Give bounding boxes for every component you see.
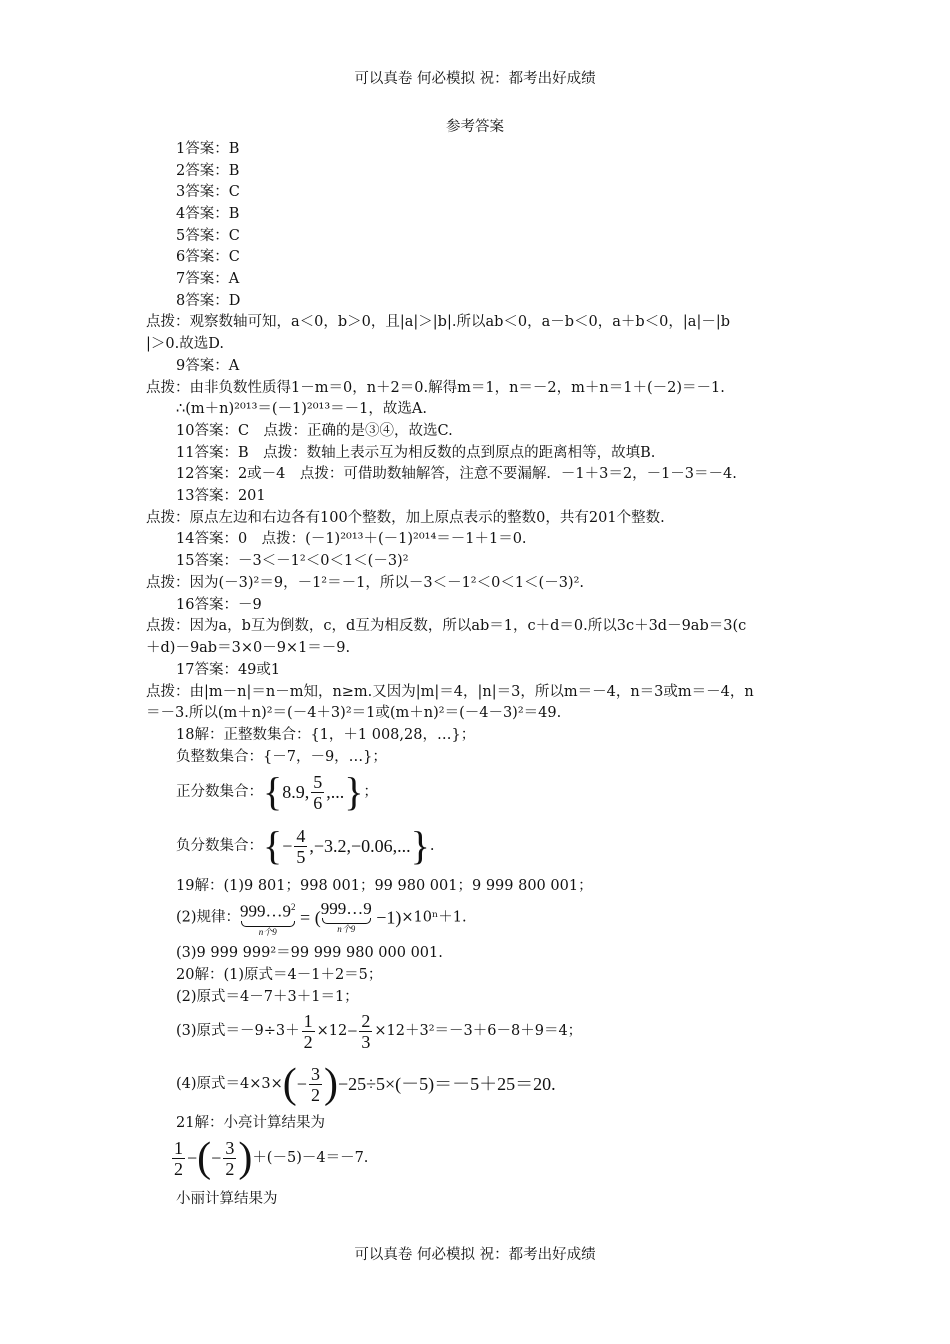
left-paren: ( [197,1135,212,1181]
set-term: ,... [326,782,345,802]
denominator: 5 [296,846,306,867]
repeated-nines: 999…9 [320,899,372,919]
answer-15: 15答案：－3＜－1²＜0＜1＜(－3)² [176,553,409,569]
numerator: 3 [225,1137,235,1158]
minus-sign: − [187,1148,198,1168]
answer-10: 10答案：C 点拨：正确的是③④，故选C. [176,423,453,439]
rule-rest: ×10ⁿ＋1. [401,909,467,926]
answer-18: 18解：正整数集合：{1，＋1 008,28，…}； [176,727,476,743]
answer-6: 6答案：C [176,249,240,265]
expr-end: −25÷5×(－5)＝－5＋25＝20. [337,1074,556,1094]
expr-start: (4)原式＝4×3× [176,1076,283,1092]
underbrace-label: n个9 [258,926,277,937]
numerator: 1 [174,1137,183,1158]
right-paren: ) [323,1061,338,1107]
answer-21: 21解：小亮计算结果为 [176,1115,325,1131]
hint-8-line1: 点拨：观察数轴可知，a＜0，b＞0，且|a|＞|b|.所以ab＜0，a－b＜0，a＋b＜0，|a|－|b [146,314,730,330]
section-title: 参考答案 [446,119,504,135]
set-label: 正分数集合： [176,784,263,800]
expr-end: ×12＋3²＝－3＋6－8＋9＝4； [374,1023,583,1039]
answer-11: 11答案：B 点拨：数轴上表示互为相反数的点到原点的距离相等，故填B. [176,445,656,461]
left-brace: { [263,823,283,868]
right-paren: ) [238,1135,253,1181]
answer-7: 7答案：A [176,271,240,287]
denominator: 2 [225,1158,235,1179]
hint-17-line1: 点拨：由|m－n|＝n－m知，n≥m.又因为|m|＝4，|n|＝3，所以m＝－4，n＝3或m＝－4，n [146,684,754,700]
hint-8-line2: |＞0.故选D. [146,336,224,352]
set-label: 负分数集合： [176,838,263,854]
underbrace-label: n个9 [337,924,356,935]
answer-18-negative-integers: 负整数集合：{－7，－9，…}； [176,749,387,765]
hint-13: 点拨：原点左边和右边各有100个整数，加上原点表示的整数0，共有201个整数. [146,510,665,526]
set-term: − [282,836,293,856]
minus-sign: − [296,1074,307,1094]
set-end: ； [363,784,378,800]
answer-20: 20解：(1)原式＝4－1＋2＝5； [176,967,383,983]
answer-18-positive-fractions [176,768,378,816]
answer-4: 4答案：B [176,206,240,222]
set-term: 8.9, [282,782,310,802]
set-term: ,−3.2,−0.06,... [309,836,411,856]
fraction [311,772,324,813]
fraction [172,1138,185,1179]
left-brace: { [263,769,283,814]
answer-20-part3 [176,1008,582,1054]
answer-12: 12答案：2或－4 点拨：可借助数轴解答，注意不要漏解．－1＋3＝2，－1－3＝－4. [176,466,737,482]
fraction [294,826,307,867]
answer-21-xiaoli: 小丽计算结果为 [176,1191,278,1207]
minus-one: −1) [371,907,402,928]
underbrace-term [240,898,296,937]
set-end: . [429,838,435,854]
answer-20-part4 [176,1060,556,1108]
page-header: 可以真卷 何必模拟 祝：都考出好成绩 [354,71,596,87]
hint-9-line1: 点拨：由非负数性质得1－m＝0，n＋2＝0.解得m＝1，n＝－2，m＋n＝1＋(－2)＝－1. [146,380,725,396]
fraction [359,1011,372,1052]
denominator: 6 [313,792,323,813]
fraction [223,1138,236,1179]
answer-19-part3: (3)9 999 999²＝99 999 980 000 001. [176,945,443,961]
answer-9: 9答案：A [176,358,240,374]
answer-13: 13答案：201 [176,488,266,504]
answer-17: 17答案：49或1 [176,662,281,678]
numerator: 4 [296,825,306,846]
denominator: 2 [174,1158,183,1179]
numerator: 5 [313,771,323,792]
answer-19-rule [176,898,467,937]
hint-16-line2: ＋d)－9ab＝3×0－9×1＝－9. [146,640,351,656]
answer-8: 8答案：D [176,293,241,309]
answer-20-part2: (2)原式＝4－7＋3＋1＝1； [176,989,359,1005]
expr-start: (3)原式＝－9÷3＋ [176,1023,300,1039]
page-footer: 可以真卷 何必模拟 祝：都考出好成绩 [354,1247,596,1263]
denominator: 2 [303,1031,313,1052]
denominator: 2 [310,1084,320,1105]
right-brace: } [410,823,430,868]
expr-end: ＋(－5)－4＝－7. [252,1150,369,1166]
numerator: 3 [310,1063,320,1084]
answer-14: 14答案：0 点拨：(－1)²⁰¹³＋(－1)²⁰¹⁴＝－1＋1＝0. [176,531,527,547]
hint-17-line2: ＝－3.所以(m＋n)²＝(－4＋3)²＝1或(m＋n)²＝(－4－3)²＝49. [146,705,562,721]
numerator: 2 [361,1010,371,1031]
repeated-nines: 999…9 [240,901,292,921]
fraction [309,1064,322,1105]
hint-15: 点拨：因为(－3)²＝9，－1²＝－1，所以－3＜－1²＜0＜1＜(－3)². [146,575,585,591]
answer-21-expression [170,1134,368,1182]
answer-3: 3答案：C [176,184,240,200]
minus-sign: − [211,1148,222,1168]
minus-sign: − [347,1021,358,1041]
exponent: 2 [291,902,296,912]
answer-5: 5答案：C [176,228,240,244]
underbrace-term [321,900,372,934]
fraction [302,1011,315,1052]
right-brace: } [344,769,364,814]
answer-18-negative-fractions [176,822,434,870]
equals: = ( [295,907,321,928]
answer-1: 1答案：B [176,141,240,157]
answer-2: 2答案：B [176,163,240,179]
rule-label: (2)规律： [176,909,241,926]
left-paren: ( [282,1061,297,1107]
answer-19: 19解：(1)9 801；998 001；99 980 001；9 999 800 001； [176,878,593,894]
hint-16-line1: 点拨：因为a，b互为倒数，c，d互为相反数，所以ab＝1，c＋d＝0.所以3c＋3d－9ab＝3(c [146,618,747,634]
hint-9-line2: ∴(m＋n)²⁰¹³＝(－1)²⁰¹³＝－1，故选A. [176,401,427,417]
numerator: 1 [303,1010,313,1031]
denominator: 3 [361,1031,371,1052]
answer-16: 16答案：－9 [176,597,262,613]
expr-mid: ×12 [316,1023,348,1039]
